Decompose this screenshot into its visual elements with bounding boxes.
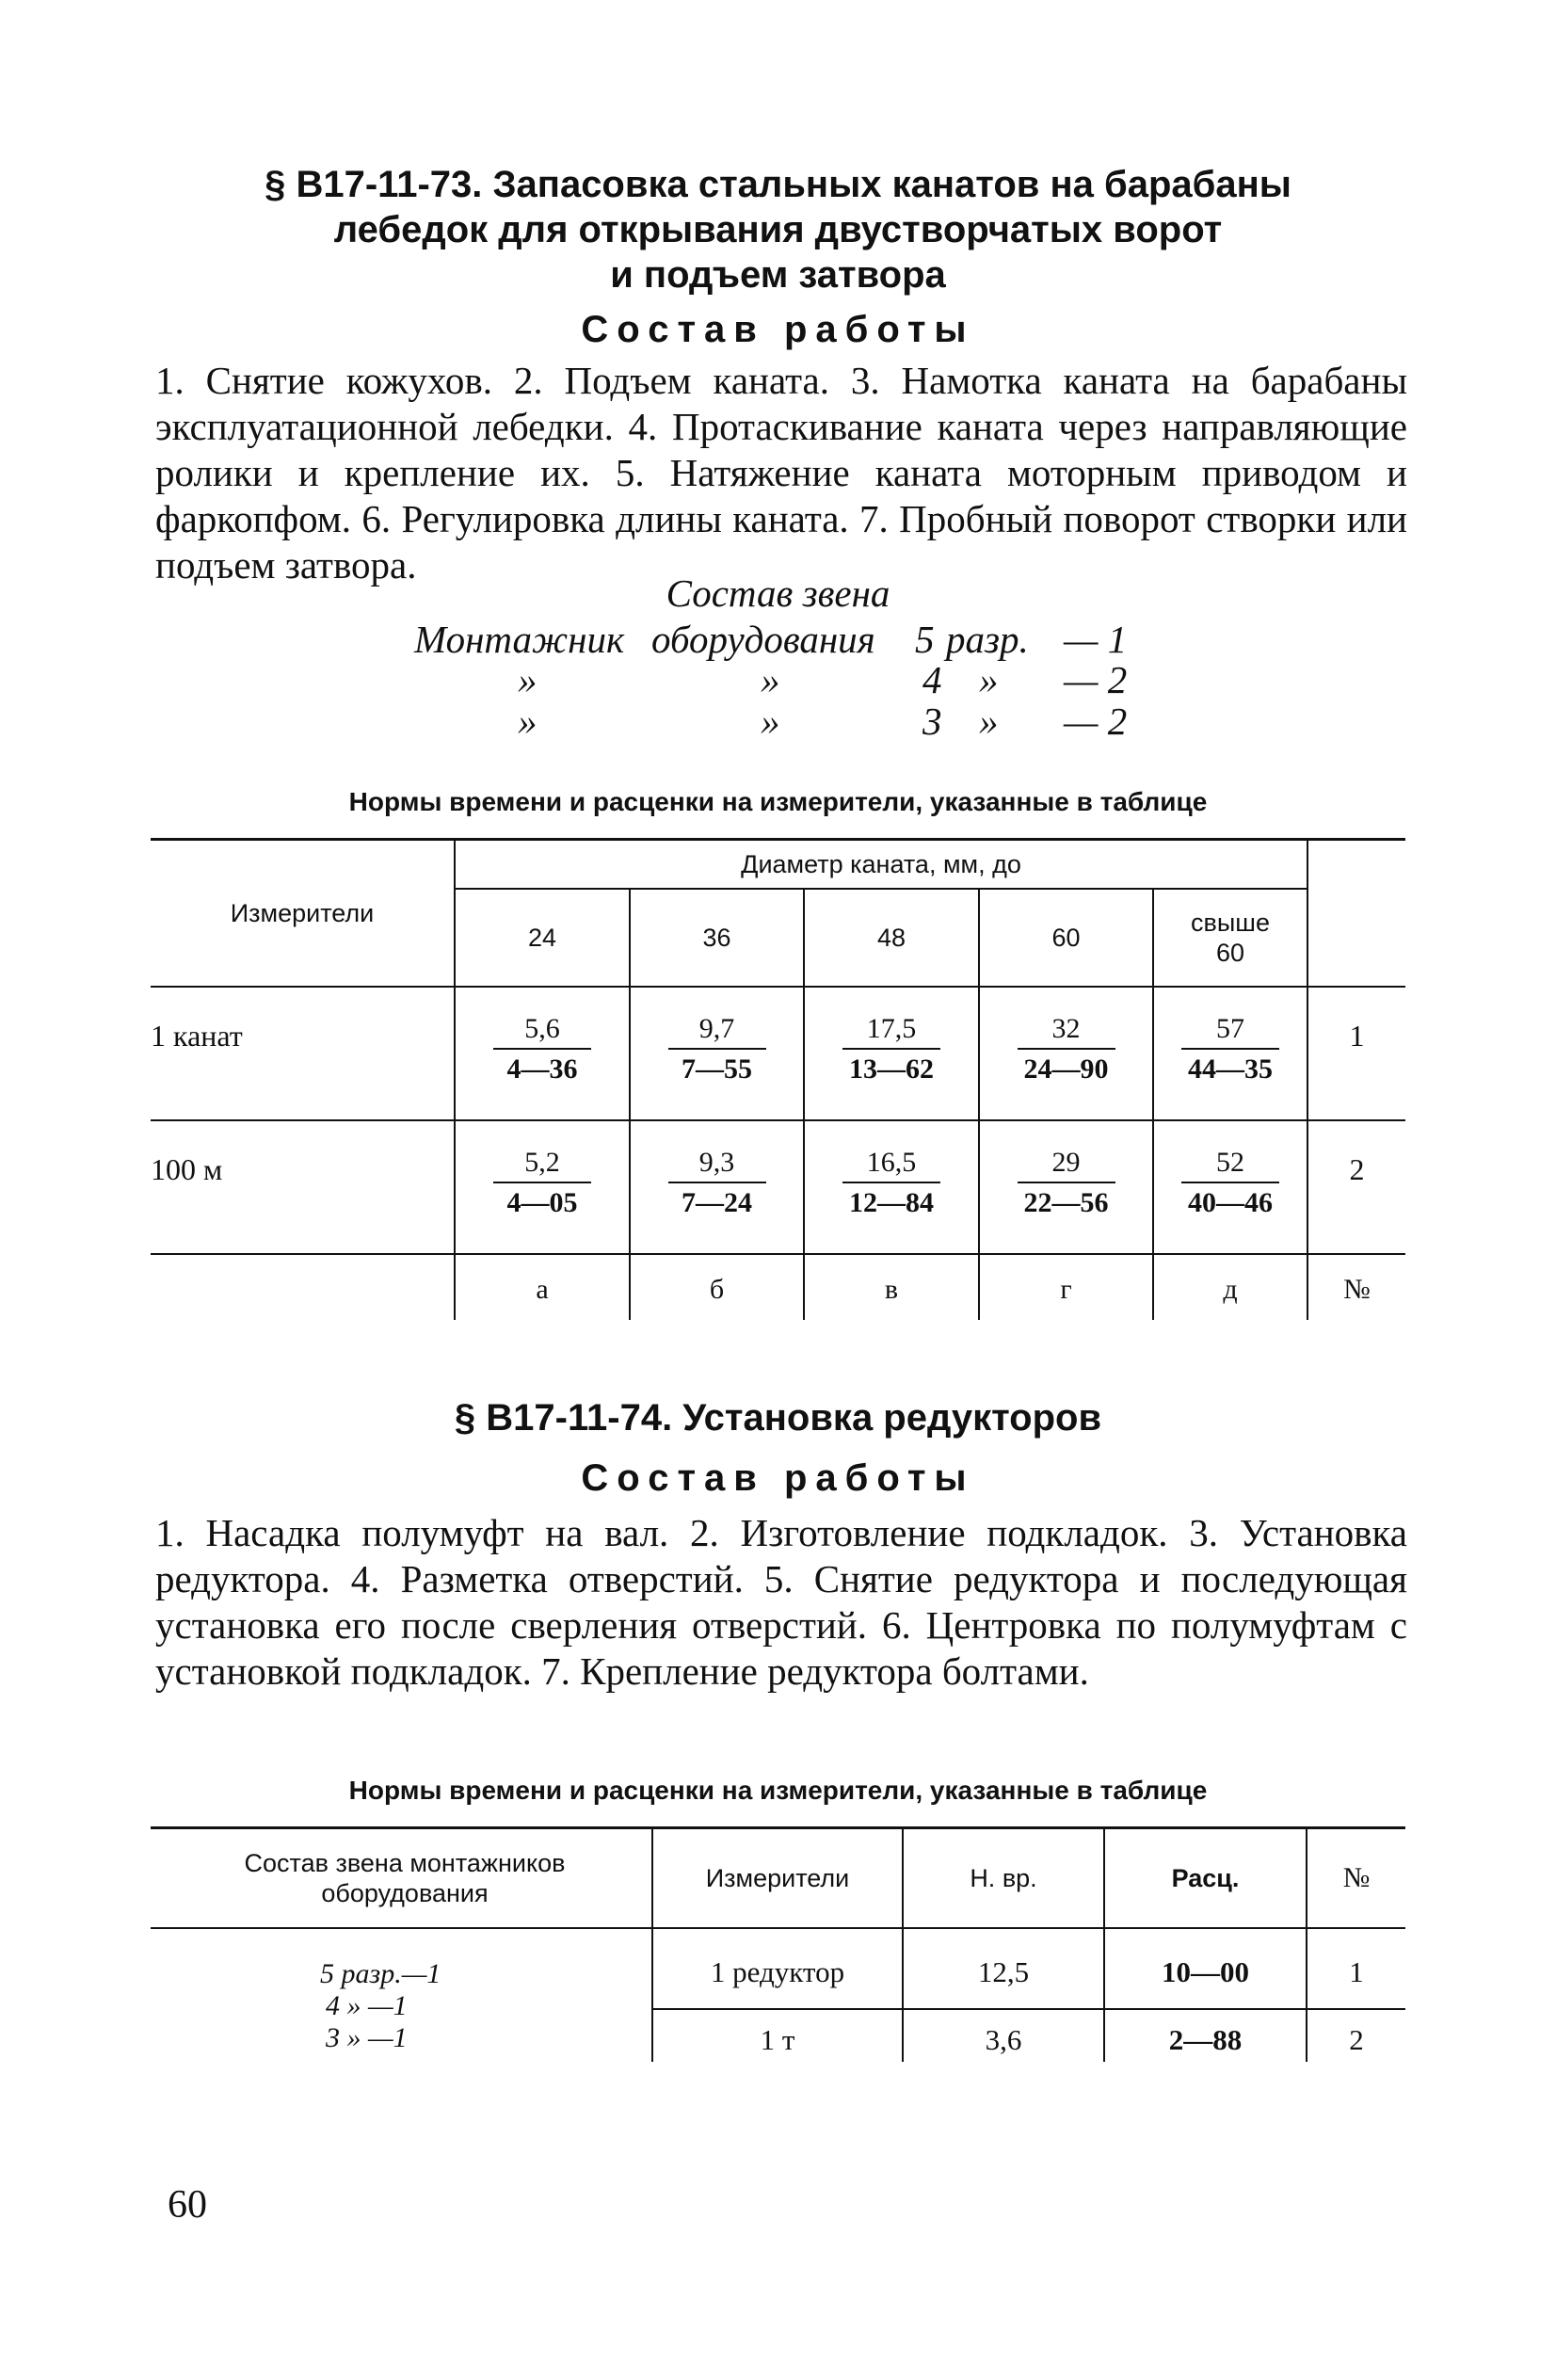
norm-cell: [980, 1010, 1152, 1087]
norm-cell: [631, 1144, 803, 1221]
time-norm: 9,3: [698, 1147, 735, 1178]
table-rule: [151, 1119, 1405, 1121]
time-norm: 57: [1216, 1013, 1244, 1044]
column-letter: б: [709, 1274, 725, 1305]
title-line: и подъем затвора: [610, 254, 946, 296]
crew-line: 4 » —1: [326, 1990, 408, 2021]
col-header-24: 24: [527, 924, 557, 952]
crew-unit: »: [979, 700, 999, 743]
rate-value: 13—62: [849, 1053, 934, 1085]
norm-cell: [805, 1144, 978, 1221]
col-header-number: №: [1342, 1862, 1371, 1893]
norm-cell: [805, 1010, 978, 1087]
crew-role: Монтажник: [414, 618, 625, 661]
rate-value: 7—55: [682, 1053, 752, 1085]
work-composition-text: 1. Снятие кожухов. 2. Подъем каната. 3. Намотка каната на барабаны эксплуатационной лебедки. 4. Протаскивание каната через направляющие ролики и крепление их. 5. Натяжение каната моторным приводом и фаркопфом. 6. Регулировка длины каната. 7. Пробный поворот створки или подъем затвора.: [155, 359, 1407, 587]
col-header-60: 60: [1051, 924, 1081, 952]
rate-value: 12—84: [849, 1187, 934, 1218]
time-norm: 5,2: [524, 1147, 560, 1178]
time-norm: 5,6: [524, 1013, 560, 1044]
norm-cell: [456, 1144, 629, 1221]
column-letter: в: [884, 1274, 899, 1305]
crew-count: — 2: [1064, 700, 1128, 743]
column-letter: д: [1223, 1274, 1238, 1305]
col-header-over-60: свыше 60: [1191, 909, 1270, 967]
table-2-caption: Нормы времени и расценки на измерители, указанные в таблице: [348, 1776, 1208, 1805]
column-letter: г: [1060, 1274, 1072, 1305]
norm-cell: [1154, 1144, 1307, 1221]
title-line: § В17-11-73. Запасовка стальных канатов на барабаны: [265, 164, 1291, 205]
rate-cell: 10—00: [1162, 1955, 1249, 1988]
table-rule: [1307, 838, 1308, 1320]
row-label: 100 м: [151, 1152, 223, 1186]
crew-heading: Состав звена: [666, 571, 890, 615]
col-header-rate: Расц.: [1171, 1864, 1240, 1892]
row-number: 1: [1349, 1955, 1364, 1988]
crew-composition: [320, 1958, 441, 2054]
table-rule: [151, 1253, 1405, 1255]
measure-cell: 1 редуктор: [710, 1955, 845, 1988]
column-letter: а: [536, 1274, 549, 1305]
rate-value: 4—05: [506, 1187, 578, 1218]
time-norm-cell: 12,5: [977, 1955, 1030, 1988]
row-number: 2: [1349, 2023, 1364, 2056]
crew-role: »: [518, 700, 537, 743]
crew-count: — 2: [1064, 658, 1128, 701]
rate-value: 40—46: [1188, 1187, 1273, 1218]
time-norm-cell: 3,6: [985, 2023, 1022, 2056]
norm-cell: [631, 1010, 803, 1087]
work-composition-heading: Состав работы: [581, 1457, 975, 1499]
work-composition-text: 1. Насадка полумуфт на вал. 2. Изготовление подкладок. 3. Установка редуктора. 4. Разметка отверстий. 5. Снятие редуктора и последующая установка его после сверления отверстий. 6. Центровка по полумуфтам с установкой подкладок. 7. Крепление редуктора болтами.: [155, 1511, 1407, 1693]
time-norm: 9,7: [698, 1013, 735, 1044]
measure-cell: 1 т: [760, 2023, 795, 2056]
time-norm: 17,5: [866, 1013, 917, 1044]
table-rule: [651, 2008, 1405, 2010]
rate-value: 44—35: [1188, 1053, 1273, 1085]
row-number: 1: [1349, 1019, 1365, 1053]
col-header-measures: Измерители: [705, 1864, 850, 1892]
page-number: 60: [168, 2183, 207, 2227]
col-header-time-norm: Н. вр.: [970, 1864, 1037, 1892]
norm-cell: [980, 1144, 1152, 1221]
section-2-title: § В17-11-74. Установка редукторов: [454, 1397, 1102, 1439]
rate-cell: 2—88: [1168, 2023, 1243, 2056]
norm-cell: [456, 1010, 629, 1087]
crew-line: 5 разр.—1: [320, 1958, 441, 1989]
crew-unit: разр.: [946, 618, 1029, 661]
crew-object: »: [761, 658, 780, 701]
rate-value: 4—36: [506, 1053, 578, 1085]
row-label: 1 канат: [151, 1019, 243, 1053]
rate-value: 24—90: [1023, 1053, 1109, 1085]
section-1-title: [0, 162, 1556, 298]
title-line: лебедок для открывания двустворчатых ворот: [333, 209, 1223, 250]
crew-grade: 4: [922, 658, 942, 701]
crew-count: — 1: [1064, 618, 1128, 661]
work-composition-heading: Состав работы: [581, 309, 975, 350]
row-number: 2: [1349, 1152, 1365, 1186]
time-norm: 52: [1216, 1147, 1244, 1178]
col-header-36: 36: [702, 924, 731, 952]
rate-value: 22—56: [1023, 1187, 1109, 1218]
table-1-caption: Нормы времени и расценки на измерители, указанные в таблице: [348, 787, 1208, 816]
crew-role: »: [518, 658, 537, 701]
crew-grade: 3: [922, 700, 942, 743]
crew-object: оборудования: [651, 618, 875, 661]
number-column-label: №: [1343, 1274, 1371, 1305]
col-header-measures: Измерители: [230, 899, 375, 927]
crew-grade: 5: [915, 618, 935, 661]
time-norm: 32: [1051, 1013, 1081, 1044]
table-rule: [151, 1927, 1405, 1929]
crew-object: »: [761, 700, 780, 743]
crew-unit: »: [979, 658, 999, 701]
crew-line: 3 » —1: [326, 2022, 408, 2053]
col-header-crew: Состав звена монтажников оборудования: [244, 1849, 566, 1907]
table-rule: [151, 986, 1405, 988]
rate-value: 7—24: [682, 1187, 752, 1218]
time-norm: 29: [1051, 1147, 1081, 1178]
time-norm: 16,5: [866, 1147, 917, 1178]
col-header-48: 48: [876, 924, 906, 952]
norm-cell: [1154, 1010, 1307, 1087]
group-header-diameter: Диаметр каната, мм, до: [741, 850, 1021, 878]
